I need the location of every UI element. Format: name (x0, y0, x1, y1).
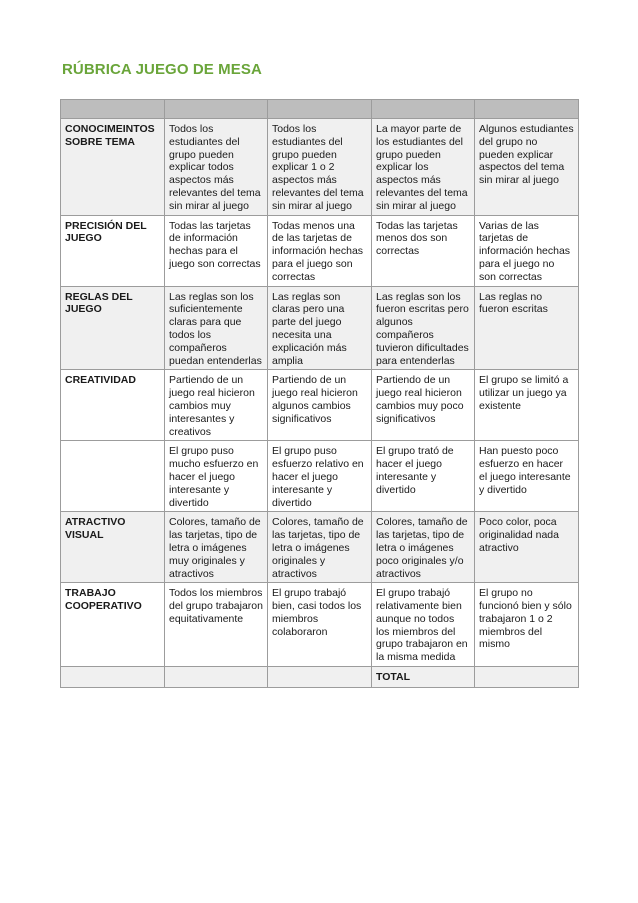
table-row (61, 370, 579, 441)
table-cell: Varias de las tarjetas de información hechas para el juego no son correctas (475, 215, 579, 286)
table-cell: El grupo no funcionó bien y sólo trabajaron 1 o 2 miembros del mismo (475, 583, 579, 667)
page-title: RÚBRICA JUEGO DE MESA (62, 61, 262, 78)
table-cell: Han puesto poco esfuerzo en hacer el juego interesante y divertido (475, 441, 579, 512)
criterion-label: PRECISIÓN DEL JUEGO (61, 215, 165, 286)
table-cell: Las reglas son los fueron escritas pero algunos compañeros tuvieron dificultades para entenderlas (372, 286, 475, 370)
table-cell: Colores, tamaño de las tarjetas, tipo de letra o imágenes poco originales y/o atractivos (372, 512, 475, 583)
table-cell: Las reglas son los suficientemente claras para que todos los compañeros puedan entenderlas (165, 286, 268, 370)
total-empty-cell (268, 667, 372, 688)
header-cell (372, 100, 475, 119)
table-cell: El grupo puso esfuerzo relativo en hacer el juego interesante y divertido (268, 441, 372, 512)
header-cell (165, 100, 268, 119)
table-cell: La mayor parte de los estudiantes del grupo pueden explicar los aspectos más relevantes del tema sin mirar al juego (372, 119, 475, 216)
table-cell: Todas las tarjetas menos dos son correctas (372, 215, 475, 286)
table-cell: Algunos estudiantes del grupo no pueden explicar aspectos del tema sin mirar al juego (475, 119, 579, 216)
criterion-label: CREATIVIDAD (61, 370, 165, 441)
criterion-label: ATRACTIVO VISUAL (61, 512, 165, 583)
table-cell: El grupo se limitó a utilizar un juego ya existente (475, 370, 579, 441)
criterion-label: CONOCIMEINTOS SOBRE TEMA (61, 119, 165, 216)
total-empty-cell (165, 667, 268, 688)
rubric-table (60, 99, 579, 688)
table-cell: Las reglas no fueron escritas (475, 286, 579, 370)
total-label: TOTAL (372, 667, 475, 688)
table-cell: El grupo trabajó bien, casi todos los miembros colaboraron (268, 583, 372, 667)
table-cell: Las reglas son claras pero una parte del juego necesita una explicación más amplia (268, 286, 372, 370)
table-cell: Todos los estudiantes del grupo pueden explicar todos aspectos más relevantes del tema sin mirar al juego (165, 119, 268, 216)
table-row (61, 286, 579, 370)
table-cell: Todas las tarjetas de información hechas para el juego son correctas (165, 215, 268, 286)
table-row (61, 441, 579, 512)
criterion-label: TRABAJO COOPERATIVO (61, 583, 165, 667)
table-cell: Todos los miembros del grupo trabajaron equitativamente (165, 583, 268, 667)
table-row (61, 512, 579, 583)
criterion-label: REGLAS DEL JUEGO (61, 286, 165, 370)
table-cell: Partiendo de un juego real hicieron cambios muy poco significativos (372, 370, 475, 441)
table-cell: Todos los estudiantes del grupo pueden explicar 1 o 2 aspectos más relevantes del tema sin mirar al juego (268, 119, 372, 216)
table-row (61, 583, 579, 667)
table-header-bar (61, 100, 579, 119)
total-value-cell (475, 667, 579, 688)
table-cell: El grupo trató de hacer el juego interesante y divertido (372, 441, 475, 512)
header-cell (475, 100, 579, 119)
header-cell (268, 100, 372, 119)
table-cell: Poco color, poca originalidad nada atractivo (475, 512, 579, 583)
table-cell: El grupo trabajó relativamente bien aunque no todos los miembros del grupo trabajaron en la misma medida (372, 583, 475, 667)
header-cell (61, 100, 165, 119)
table-cell: Todas menos una de las tarjetas de información hechas para el juego son correctas (268, 215, 372, 286)
total-row (61, 667, 579, 688)
total-empty-cell (61, 667, 165, 688)
criterion-label (61, 441, 165, 512)
table-cell: El grupo puso mucho esfuerzo en hacer el juego interesante y divertido (165, 441, 268, 512)
table-cell: Colores, tamaño de las tarjetas, tipo de letra o imágenes originales y atractivos (268, 512, 372, 583)
table-row (61, 119, 579, 216)
table-row (61, 215, 579, 286)
table-cell: Partiendo de un juego real hicieron cambios muy interesantes y creativos (165, 370, 268, 441)
table-cell: Colores, tamaño de las tarjetas, tipo de letra o imágenes muy originales y atractivos (165, 512, 268, 583)
table-cell: Partiendo de un juego real hicieron algunos cambios significativos (268, 370, 372, 441)
